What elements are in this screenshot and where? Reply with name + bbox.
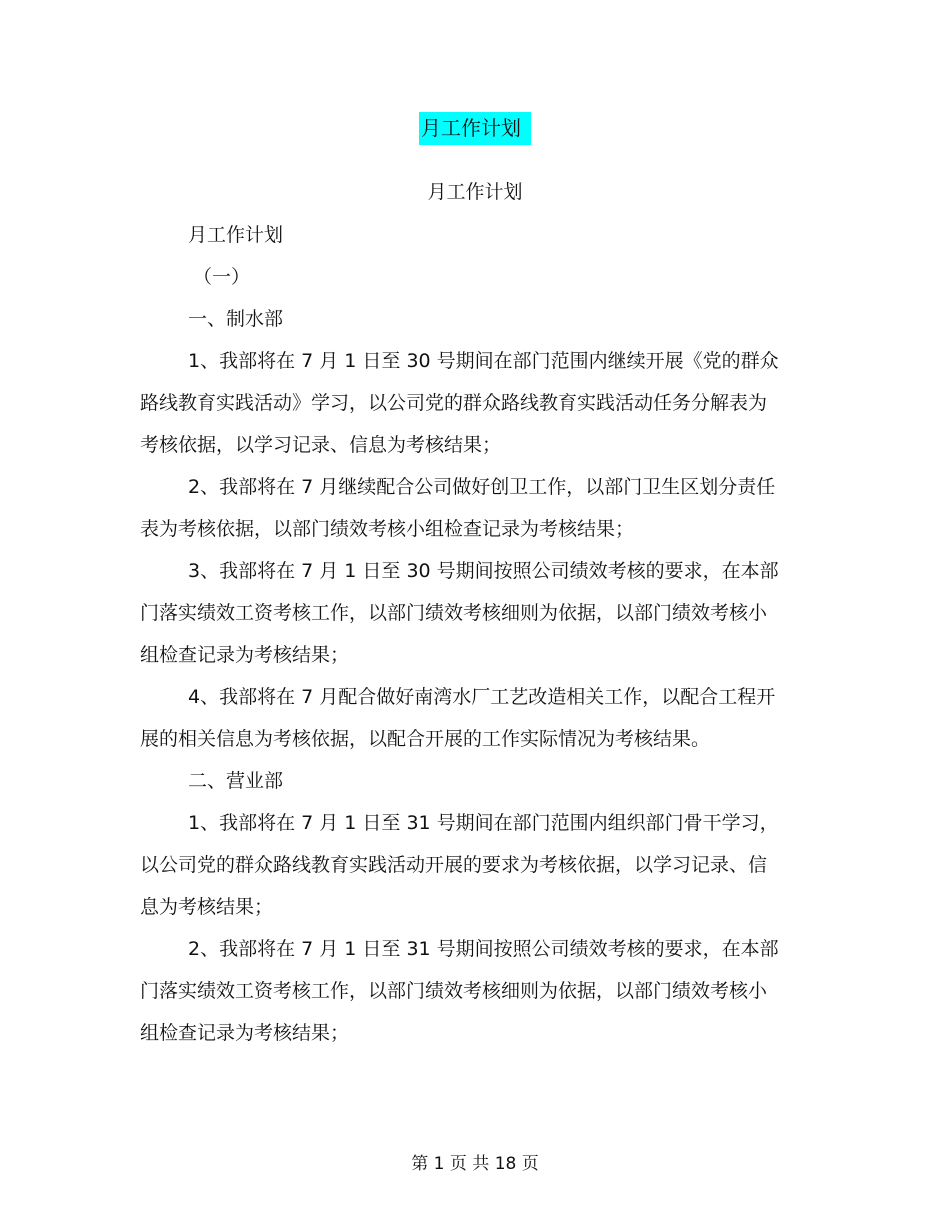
title-container [0, 112, 950, 145]
paragraph-water-3: 3、我部将在 7 月 1 日至 30 号期间按照公司绩效考核的要求，在本部门落实绩效工资考核工作，以部门绩效考核细则为依据，以部门绩效考核小组检查记录为考核结果； [140, 560, 779, 666]
document-title: 月工作计划 [419, 112, 531, 145]
section-number: （一） [193, 266, 251, 288]
paragraph-business-1: 1、我部将在 7 月 1 日至 31 号期间在部门范围内组织部门骨干学习，以公司党的群众路线教育实践活动开展的要求为考核依据，以学习记录、信息为考核结果； [140, 812, 779, 918]
paragraph-business-2: 2、我部将在 7 月 1 日至 31 号期间按照公司绩效考核的要求，在本部门落实绩效工资考核工作，以部门绩效考核细则为依据，以部门绩效考核小组检查记录为考核结果； [140, 938, 779, 1044]
paragraph-water-1: 1、我部将在 7 月 1 日至 30 号期间在部门范围内继续开展《党的群众路线教育实践活动》学习，以公司党的群众路线教育实践活动任务分解表为考核依据，以学习记录、信息为考核结果； [140, 350, 779, 456]
paragraph-water-4: 4、我部将在 7 月配合做好南湾水厂工艺改造相关工作，以配合工程开展的相关信息为考核依据，以配合开展的工作实际情况为考核结果。 [140, 686, 776, 750]
paragraph-water-2: 2、我部将在 7 月继续配合公司做好创卫工作，以部门卫生区划分责任表为考核依据，以部门绩效考核小组检查记录为考核结果； [140, 476, 776, 540]
document-body [140, 214, 780, 1054]
intro-heading: 月工作计划 [188, 224, 284, 246]
document-subtitle: 月工作计划 [427, 181, 523, 203]
department-heading-business: 二、营业部 [188, 770, 284, 792]
department-heading-water: 一、制水部 [188, 308, 284, 330]
page-number-footer: 第 1 页 共 18 页 [411, 1154, 539, 1174]
